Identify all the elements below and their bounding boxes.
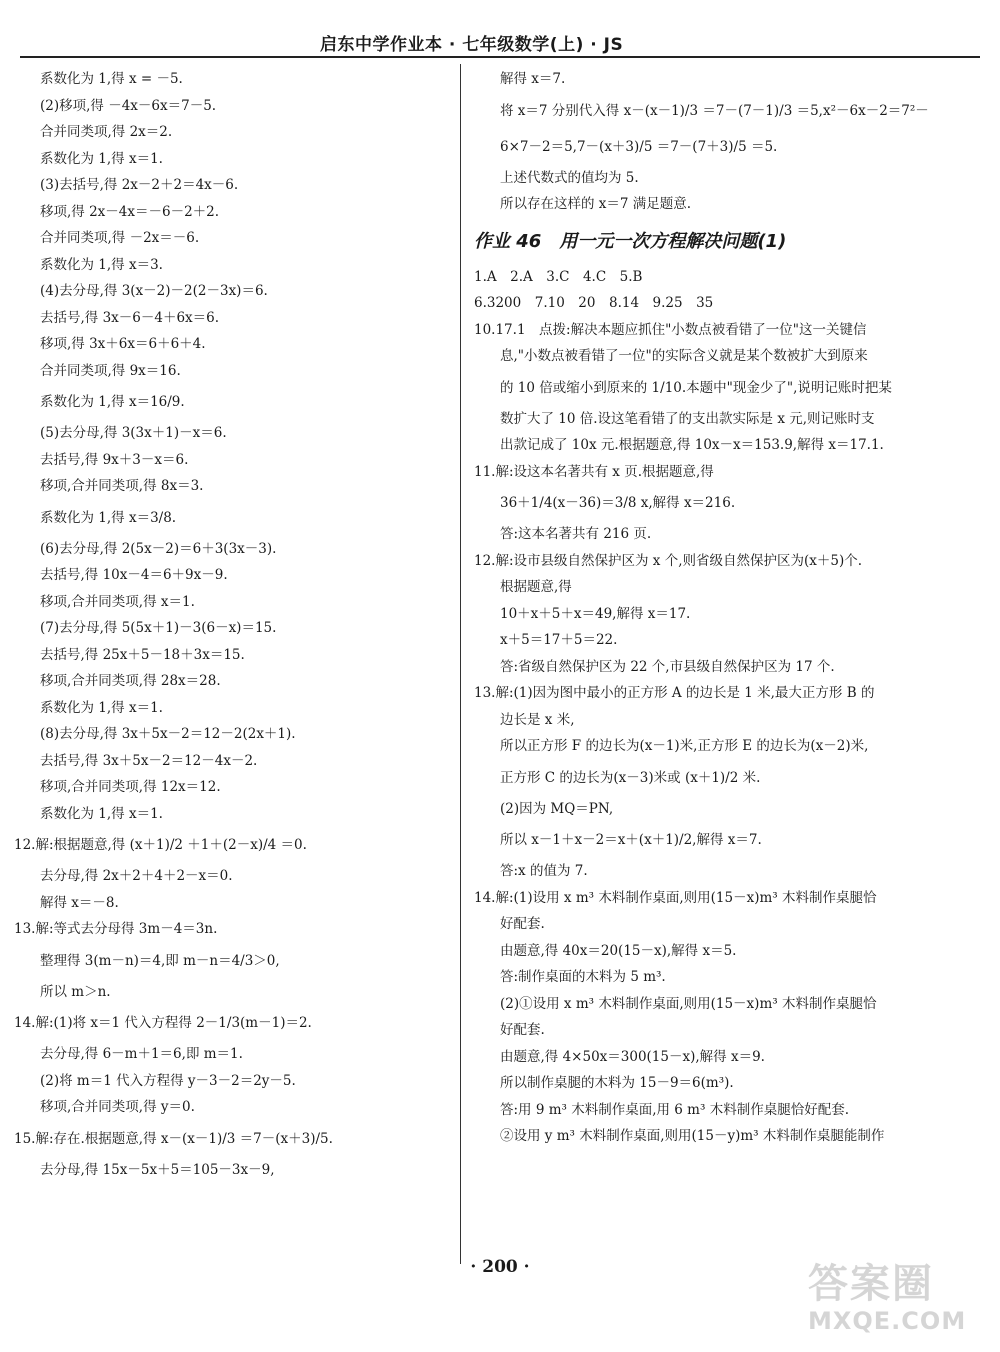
watermark [808,1262,988,1348]
text-line: 14.解:(1)将 x＝1 代入方程得 2－1/3(m－1)＝2. [14,1015,312,1031]
page-header [0,0,1000,60]
text-line: 答:制作桌面的木料为 5 m³. [500,969,666,985]
right-column [474,66,984,1150]
page-number: · 200 · [470,1257,530,1277]
text-line: 系数化为 1,得 x＝3. [40,256,163,273]
text-line: 息,"小数点被看错了一位"的实际含义就是某个数被扩大到原来 [500,348,868,364]
text-line: 13.解:(1)因为图中最小的正方形 A 的边长是 1 米,最大正方形 B 的 [474,685,875,701]
watermark-url: MXQE.COM [808,1307,967,1335]
text-line: 所以 m＞n. [40,983,111,1000]
text-line: 答:省级自然保护区为 22 个,市县级自然保护区为 17 个. [500,658,835,675]
text-line: 好配套. [500,1022,545,1038]
text-line: 数扩大了 10 倍.设这笔看错了的支出款实际是 x 元,则记账时支 [500,410,875,427]
text-line: 答:x 的值为 7. [500,863,588,879]
text-line: 11.解:设这本名著共有 x 页.根据题意,得 [474,463,714,480]
header-rule [20,56,980,58]
text-line: 上述代数式的值均为 5. [500,169,639,186]
text-line: 14.解:(1)设用 x m³ 木料制作桌面,则用(15－x)m³ 木料制作桌腿恰 [474,889,877,906]
text-line: 根据题意,得 [500,579,572,595]
text-line: 移项,得 3x＋6x＝6＋6＋4. [40,336,206,352]
text-line: 13.解:等式去分母得 3m－4＝3n. [14,921,218,937]
text-line: 将 x＝7 分别代入得 x－(x－1)/3 ＝7－(7－1)/3 ＝5,x²－6x－2＝7²－ [500,102,929,119]
text-line: ②设用 y m³ 木料制作桌面,则用(15－y)m³ 木料制作桌腿能制作 [500,1128,885,1144]
text-line: (2)因为 MQ＝PN, [500,800,614,817]
section-title: 作业 46 用一元一次方程解决问题(1) [474,230,787,252]
text-line: (2)①设用 x m³ 木料制作桌面,则用(15－x)m³ 木料制作桌腿恰 [500,995,877,1012]
text-line: 由题意,得 40x＝20(15－x),解得 x＝5. [500,942,737,959]
text-line: 去括号,得 9x＋3－x＝6. [40,451,189,468]
text-line: (7)去分母,得 5(5x＋1)－3(6－x)＝15. [40,620,277,636]
text-line: 12.解:根据题意,得 (x＋1)/2 ＋1＋(2－x)/4 ＝0. [14,837,307,853]
text-line: 去括号,得 10x－4＝6＋9x－9. [40,567,228,583]
text-line: 36＋1/4(x－36)＝3/8 x,解得 x＝216. [500,495,736,511]
text-line: 好配套. [500,916,545,932]
text-line: 出款记成了 10x 元.根据题意,得 10x－x＝153.9,解得 x＝17.1. [500,437,884,453]
text-line: 答:用 9 m³ 木料制作桌面,用 6 m³ 木料制作桌腿恰好配套. [500,1101,849,1118]
text-line: 系数化为 1,得 x＝1. [40,699,163,716]
text-line: 系数化为 1,得 x＝16/9. [40,394,185,410]
text-line: 去分母,得 2x＋2＋4＋2－x＝0. [40,868,233,884]
text-line: x＋5＝17＋5＝22. [500,632,618,648]
column-divider [460,64,461,1264]
left-column [14,66,454,1183]
text-line: (4)去分母,得 3(x－2)－2(2－3x)＝6. [40,283,268,299]
text-line: 正方形 C 的边长为(x－3)米或 (x＋1)/2 米. [500,769,761,786]
text-line: 去分母,得 6－m＋1＝6,即 m＝1. [40,1046,243,1062]
right-top-block [474,66,984,218]
text-line: 移项,合并同类项,得 28x＝28. [40,673,221,689]
text-line: 答:这本名著共有 216 页. [500,526,652,542]
text-line: 系数化为 1,得 x＝3/8. [40,509,177,526]
text-line: 6×7－2＝5,7－(x＋3)/5 ＝7－(7＋3)/5 ＝5. [500,138,778,155]
text-line: (6)去分母,得 2(5x－2)＝6＋3(3x－3). [40,540,277,557]
text-line: 所以存在这样的 x＝7 满足题意. [500,196,692,212]
text-line: 系数化为 1,得 x = －5. [40,71,183,87]
text-line: 10＋x＋5＋x＝49,解得 x＝17. [500,605,691,622]
text-line: 所以制作桌腿的木料为 15－9＝6(m³). [500,1075,734,1091]
text-line: 合并同类项,得 2x＝2. [40,124,173,140]
text-line: 10.17.1 点拨:解决本题应抓住"小数点被看错了一位"这一关键信 [474,321,867,338]
text-line: 去括号,得 3x－6－4＋6x＝6. [40,309,220,326]
text-line: 整理得 3(m－n)＝4,即 m－n＝4/3＞0, [40,952,280,969]
text-line: 1.A 2.A 3.C 4.C 5.B [474,268,643,285]
text-line: 移项,合并同类项,得 x＝1. [40,593,195,610]
text-line: 边长是 x 米, [500,711,575,728]
text-line: 去分母,得 15x－5x＋5＝105－3x－9, [40,1161,275,1178]
text-line: 系数化为 1,得 x＝1. [40,150,163,167]
text-line: 解得 x＝－8. [40,894,119,911]
text-line: 移项,合并同类项,得 12x＝12. [40,779,221,795]
text-line: 解得 x＝7. [500,71,566,87]
text-line: 合并同类项,得 9x＝16. [40,362,181,379]
text-line: 去括号,得 25x＋5－18＋3x＝15. [40,646,245,663]
text-line: (2)移项,得 －4x－6x＝7－5. [40,97,217,114]
text-line: 由题意,得 4×50x＝300(15－x),解得 x＝9. [500,1048,765,1065]
text-line: (3)去括号,得 2x－2＋2＝4x－6. [40,177,239,193]
text-line: 移项,合并同类项,得 y＝0. [40,1099,195,1115]
text-line: 6.3200 7.10 20 8.14 9.25 35 [474,295,714,311]
text-line: (2)将 m＝1 代入方程得 y－3－2＝2y－5. [40,1072,296,1089]
text-line: 合并同类项,得 －2x＝－6. [40,230,200,246]
watermark-logo: 答案圈 [808,1261,934,1307]
text-line: 所以正方形 F 的边长为(x－1)米,正方形 E 的边长为(x－2)米, [500,738,869,754]
text-line: 去括号,得 3x＋5x－2＝12－4x－2. [40,752,258,769]
text-line: (8)去分母,得 3x＋5x－2＝12－2(2x＋1). [40,726,296,742]
text-line: 移项,得 2x－4x＝－6－2＋2. [40,203,220,220]
text-line: 系数化为 1,得 x＝1. [40,805,163,822]
header-title: 启东中学作业本 · 七年级数学(上) · JS [320,35,624,55]
text-line: 移项,合并同类项,得 8x＝3. [40,478,204,494]
right-main-block [474,264,984,1150]
text-line: (5)去分母,得 3(3x＋1)－x＝6. [40,425,227,441]
text-line: 15.解:存在.根据题意,得 x－(x－1)/3 ＝7－(x＋3)/5. [14,1130,333,1147]
text-line: 所以 x－1＋x－2＝x＋(x＋1)/2,解得 x＝7. [500,832,762,848]
text-line: 的 10 倍或缩小到原来的 1/10.本题中"现金少了",说明记账时把某 [500,379,892,396]
text-line: 12.解:设市县级自然保护区为 x 个,则省级自然保护区为(x＋5)个. [474,552,863,569]
